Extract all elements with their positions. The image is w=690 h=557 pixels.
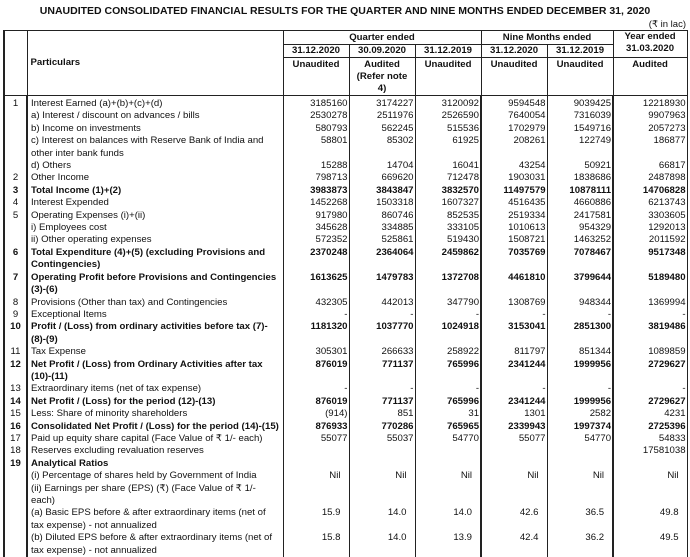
table-row: [4, 135, 687, 160]
row-serial-number: [4, 135, 27, 160]
cell-q1-31-12-2020: [283, 483, 349, 508]
row-serial-number: 1: [4, 96, 27, 111]
cell-q2-30-09-2020: 14704: [349, 160, 415, 172]
cell-nine-months-31-12-2019: Nil: [547, 470, 613, 482]
row-serial-number: [4, 123, 27, 135]
table-row: [4, 247, 687, 272]
row-particulars: (i) Percentage of shares held by Government of India: [27, 470, 283, 482]
cell-nine-months-31-12-2020: [481, 458, 547, 470]
row-serial-number: 12: [4, 359, 27, 384]
cell-q3-31-12-2019: 1024918: [415, 321, 481, 346]
cell-nine-months-31-12-2020: 1010613: [481, 222, 547, 234]
cell-nine-months-31-12-2019: [547, 458, 613, 470]
row-particulars: Paid up equity share capital (Face Value of ₹ 1/- each): [27, 433, 283, 445]
date-header-q2: 30.09.2020: [349, 45, 415, 58]
cell-year-31-03-2020: Nil: [613, 470, 687, 482]
cell-q3-31-12-2019: 258922: [415, 346, 481, 358]
cell-q2-30-09-2020: 85302: [349, 135, 415, 160]
table-row: [4, 532, 687, 557]
cell-nine-months-31-12-2020: 2519334: [481, 210, 547, 222]
table-row: [4, 383, 687, 395]
cell-nine-months-31-12-2019: 36.2: [547, 532, 613, 557]
table-row: [4, 222, 687, 234]
cell-nine-months-31-12-2019: [547, 483, 613, 508]
cell-nine-months-31-12-2020: 811797: [481, 346, 547, 358]
date-header-n2: 31.12.2019: [547, 45, 613, 58]
cell-year-31-03-2020: 9907963: [613, 110, 687, 122]
row-serial-number: 4: [4, 197, 27, 209]
cell-q2-30-09-2020: [349, 458, 415, 470]
table-row: [4, 172, 687, 184]
cell-nine-months-31-12-2019: 2851300: [547, 321, 613, 346]
cell-nine-months-31-12-2020: 208261: [481, 135, 547, 160]
cell-year-31-03-2020: 2057273: [613, 123, 687, 135]
table-row: [4, 507, 687, 532]
cell-q2-30-09-2020: 771137: [349, 396, 415, 408]
cell-q3-31-12-2019: Nil: [415, 470, 481, 482]
cell-q3-31-12-2019: 852535: [415, 210, 481, 222]
cell-nine-months-31-12-2019: 54770: [547, 433, 613, 445]
cell-q2-30-09-2020: 771137: [349, 359, 415, 384]
status-header-q2-label: Audited: [352, 59, 413, 71]
cell-nine-months-31-12-2020: 4516435: [481, 197, 547, 209]
table-row: [4, 272, 687, 297]
year-ended-date: 31.03.2020: [616, 43, 685, 55]
cell-nine-months-31-12-2019: 10878111: [547, 185, 613, 197]
cell-q3-31-12-2019: 14.0: [415, 507, 481, 532]
table-row: [4, 185, 687, 197]
cell-q1-31-12-2020: 2370248: [283, 247, 349, 272]
table-row: [4, 297, 687, 309]
cell-q1-31-12-2020: -: [283, 309, 349, 321]
cell-nine-months-31-12-2020: -: [481, 309, 547, 321]
cell-q3-31-12-2019: 765996: [415, 359, 481, 384]
row-serial-number: 2: [4, 172, 27, 184]
cell-nine-months-31-12-2019: 2582: [547, 408, 613, 420]
cell-nine-months-31-12-2019: 9039425: [547, 96, 613, 111]
row-particulars: Operating Expenses (i)+(ii): [27, 210, 283, 222]
cell-year-31-03-2020: -: [613, 383, 687, 395]
cell-year-31-03-2020: 2011592: [613, 234, 687, 246]
cell-q1-31-12-2020: 580793: [283, 123, 349, 135]
row-particulars: Total Income (1)+(2): [27, 185, 283, 197]
cell-year-31-03-2020: [613, 483, 687, 508]
cell-nine-months-31-12-2019: 1999956: [547, 396, 613, 408]
cell-nine-months-31-12-2019: 948344: [547, 297, 613, 309]
cell-q1-31-12-2020: 1452268: [283, 197, 349, 209]
cell-q1-31-12-2020: 917980: [283, 210, 349, 222]
row-particulars: Provisions (Other than tax) and Contingencies: [27, 297, 283, 309]
cell-q1-31-12-2020: 876933: [283, 421, 349, 433]
cell-nine-months-31-12-2020: 42.4: [481, 532, 547, 557]
table-row: [4, 96, 687, 111]
cell-q2-30-09-2020: Nil: [349, 470, 415, 482]
row-particulars: i) Employees cost: [27, 222, 283, 234]
quarter-ended-group-header: Quarter ended: [283, 31, 481, 45]
table-row: [4, 359, 687, 384]
row-serial-number: [4, 483, 27, 508]
cell-q2-30-09-2020: 266633: [349, 346, 415, 358]
cell-q2-30-09-2020: 1479783: [349, 272, 415, 297]
table-row: [4, 346, 687, 358]
cell-q2-30-09-2020: 3174227: [349, 96, 415, 111]
cell-year-31-03-2020: 2725396: [613, 421, 687, 433]
cell-q2-30-09-2020: 669620: [349, 172, 415, 184]
cell-year-31-03-2020: 49.8: [613, 507, 687, 532]
cell-q1-31-12-2020: -: [283, 383, 349, 395]
date-header-q1: 31.12.2020: [283, 45, 349, 58]
year-ended-group-header: [613, 31, 687, 58]
cell-q1-31-12-2020: 1613625: [283, 272, 349, 297]
cell-q2-30-09-2020: 525861: [349, 234, 415, 246]
row-particulars: Analytical Ratios: [27, 458, 283, 470]
cell-year-31-03-2020: 14706828: [613, 185, 687, 197]
row-particulars: ii) Other operating expenses: [27, 234, 283, 246]
cell-q3-31-12-2019: 16041: [415, 160, 481, 172]
cell-q2-30-09-2020: 55037: [349, 433, 415, 445]
cell-nine-months-31-12-2019: 50921: [547, 160, 613, 172]
row-serial-number: [4, 234, 27, 246]
cell-nine-months-31-12-2020: 3153041: [481, 321, 547, 346]
table-row: [4, 408, 687, 420]
cell-q1-31-12-2020: 15.8: [283, 532, 349, 557]
row-particulars: Total Expenditure (4)+(5) (excluding Provisions and Contingencies): [27, 247, 283, 272]
cell-q2-30-09-2020: [349, 483, 415, 508]
currency-unit-note: (₹ in lac): [649, 19, 686, 30]
cell-nine-months-31-12-2019: 1838686: [547, 172, 613, 184]
row-serial-number: 19: [4, 458, 27, 470]
cell-q2-30-09-2020: 334885: [349, 222, 415, 234]
cell-q2-30-09-2020: 770286: [349, 421, 415, 433]
table-row: [4, 445, 687, 457]
table-row: [4, 309, 687, 321]
cell-nine-months-31-12-2019: 954329: [547, 222, 613, 234]
cell-year-31-03-2020: 49.5: [613, 532, 687, 557]
cell-year-31-03-2020: 12218930: [613, 96, 687, 111]
cell-nine-months-31-12-2019: 2417581: [547, 210, 613, 222]
row-particulars: Net Profit / (Loss) for the period (12)-(13): [27, 396, 283, 408]
report-title: UNAUDITED CONSOLIDATED FINANCIAL RESULTS FOR THE QUARTER AND NINE MONTHS ENDED DECEMBER 31, 2020: [0, 5, 690, 17]
row-particulars: c) Interest on balances with Reserve Bank of India and other inter bank funds: [27, 135, 283, 160]
cell-nine-months-31-12-2020: 7640054: [481, 110, 547, 122]
row-particulars: Net Profit / (Loss) from Ordinary Activities after tax (10)-(11): [27, 359, 283, 384]
cell-nine-months-31-12-2020: 42.6: [481, 507, 547, 532]
row-particulars: Reserves excluding revaluation reserves: [27, 445, 283, 457]
table-row: [4, 421, 687, 433]
cell-year-31-03-2020: 9517348: [613, 247, 687, 272]
cell-nine-months-31-12-2020: 43254: [481, 160, 547, 172]
row-serial-number: [4, 222, 27, 234]
cell-q3-31-12-2019: 765996: [415, 396, 481, 408]
cell-q1-31-12-2020: 876019: [283, 359, 349, 384]
cell-year-31-03-2020: 54833: [613, 433, 687, 445]
table-row: [4, 234, 687, 246]
cell-q2-30-09-2020: 3843847: [349, 185, 415, 197]
row-particulars: Exceptional Items: [27, 309, 283, 321]
status-header-q2-note: (Refer note 4): [352, 71, 413, 95]
cell-q1-31-12-2020: 432305: [283, 297, 349, 309]
row-serial-number: 16: [4, 421, 27, 433]
cell-year-31-03-2020: 2487898: [613, 172, 687, 184]
status-header-q2: [349, 58, 415, 96]
cell-nine-months-31-12-2019: 1549716: [547, 123, 613, 135]
cell-nine-months-31-12-2019: 1997374: [547, 421, 613, 433]
financial-results-table: [3, 30, 688, 557]
row-serial-number: 7: [4, 272, 27, 297]
cell-q2-30-09-2020: 1037770: [349, 321, 415, 346]
cell-q2-30-09-2020: 860746: [349, 210, 415, 222]
row-serial-number: 11: [4, 346, 27, 358]
cell-q1-31-12-2020: 3185160: [283, 96, 349, 111]
cell-year-31-03-2020: 2729627: [613, 359, 687, 384]
row-particulars: Interest Expended: [27, 197, 283, 209]
cell-q2-30-09-2020: 562245: [349, 123, 415, 135]
row-particulars: (b) Diluted EPS before & after extraordinary items (net of tax expense) - not annualized: [27, 532, 283, 557]
cell-nine-months-31-12-2020: 1308769: [481, 297, 547, 309]
row-serial-number: 17: [4, 433, 27, 445]
cell-nine-months-31-12-2020: 1903031: [481, 172, 547, 184]
row-serial-number: [4, 507, 27, 532]
cell-nine-months-31-12-2020: -: [481, 383, 547, 395]
row-serial-number: 3: [4, 185, 27, 197]
row-particulars: d) Others: [27, 160, 283, 172]
cell-year-31-03-2020: 5189480: [613, 272, 687, 297]
cell-q3-31-12-2019: 515536: [415, 123, 481, 135]
cell-year-31-03-2020: -: [613, 309, 687, 321]
cell-year-31-03-2020: 1369994: [613, 297, 687, 309]
row-particulars: Operating Profit before Provisions and Contingencies (3)-(6): [27, 272, 283, 297]
table-row: [4, 197, 687, 209]
row-serial-number: 18: [4, 445, 27, 457]
cell-year-31-03-2020: 2729627: [613, 396, 687, 408]
cell-nine-months-31-12-2020: 1508721: [481, 234, 547, 246]
cell-q3-31-12-2019: 333105: [415, 222, 481, 234]
cell-year-31-03-2020: 1292013: [613, 222, 687, 234]
cell-nine-months-31-12-2020: [481, 445, 547, 457]
cell-q2-30-09-2020: 851: [349, 408, 415, 420]
cell-q1-31-12-2020: 305301: [283, 346, 349, 358]
table-header: [4, 31, 687, 96]
table-row: [4, 321, 687, 346]
cell-q1-31-12-2020: 798713: [283, 172, 349, 184]
cell-nine-months-31-12-2020: [481, 483, 547, 508]
particulars-header: Particulars: [27, 31, 283, 96]
cell-q3-31-12-2019: 3832570: [415, 185, 481, 197]
cell-q2-30-09-2020: -: [349, 309, 415, 321]
status-header-q3: Unaudited: [415, 58, 481, 96]
cell-nine-months-31-12-2019: 36.5: [547, 507, 613, 532]
cell-year-31-03-2020: 4231: [613, 408, 687, 420]
serial-number-header: [4, 31, 27, 96]
cell-nine-months-31-12-2020: 1301: [481, 408, 547, 420]
cell-q1-31-12-2020: 2530278: [283, 110, 349, 122]
cell-q2-30-09-2020: 442013: [349, 297, 415, 309]
status-header-y: Audited: [613, 58, 687, 96]
row-serial-number: 14: [4, 396, 27, 408]
cell-nine-months-31-12-2020: 9594548: [481, 96, 547, 111]
cell-q2-30-09-2020: 14.0: [349, 532, 415, 557]
table-row: [4, 210, 687, 222]
cell-q3-31-12-2019: 61925: [415, 135, 481, 160]
cell-nine-months-31-12-2019: [547, 445, 613, 457]
table-row: [4, 123, 687, 135]
row-serial-number: 5: [4, 210, 27, 222]
year-ended-label: Year ended: [616, 31, 685, 43]
table-row: [4, 470, 687, 482]
row-serial-number: [4, 160, 27, 172]
cell-q3-31-12-2019: [415, 458, 481, 470]
row-particulars: Profit / (Loss) from ordinary activities before tax (7)-(8)-(9): [27, 321, 283, 346]
table-body: [4, 96, 687, 557]
cell-q3-31-12-2019: 31: [415, 408, 481, 420]
cell-nine-months-31-12-2020: 4461810: [481, 272, 547, 297]
cell-q1-31-12-2020: Nil: [283, 470, 349, 482]
row-serial-number: [4, 532, 27, 557]
cell-nine-months-31-12-2020: Nil: [481, 470, 547, 482]
status-header-n2: Unaudited: [547, 58, 613, 96]
cell-nine-months-31-12-2019: 7316039: [547, 110, 613, 122]
cell-q1-31-12-2020: (914): [283, 408, 349, 420]
row-particulars: Other Income: [27, 172, 283, 184]
date-header-n1: 31.12.2020: [481, 45, 547, 58]
row-serial-number: [4, 110, 27, 122]
row-serial-number: 8: [4, 297, 27, 309]
cell-q3-31-12-2019: 13.9: [415, 532, 481, 557]
row-particulars: Interest Earned (a)+(b)+(c)+(d): [27, 96, 283, 111]
row-serial-number: 9: [4, 309, 27, 321]
cell-q2-30-09-2020: 14.0: [349, 507, 415, 532]
cell-q3-31-12-2019: 765965: [415, 421, 481, 433]
cell-q3-31-12-2019: 2459862: [415, 247, 481, 272]
cell-nine-months-31-12-2020: 2341244: [481, 396, 547, 408]
cell-q2-30-09-2020: 2511976: [349, 110, 415, 122]
cell-q3-31-12-2019: [415, 445, 481, 457]
cell-nine-months-31-12-2019: 4660886: [547, 197, 613, 209]
row-particulars: Less: Share of minority shareholders: [27, 408, 283, 420]
row-particulars: Consolidated Net Profit / (Loss) for the period (14)-(15): [27, 421, 283, 433]
cell-nine-months-31-12-2020: 11497579: [481, 185, 547, 197]
cell-q3-31-12-2019: [415, 483, 481, 508]
cell-nine-months-31-12-2019: 3799644: [547, 272, 613, 297]
cell-q1-31-12-2020: 55077: [283, 433, 349, 445]
row-serial-number: [4, 470, 27, 482]
date-header-q3: 31.12.2019: [415, 45, 481, 58]
cell-q3-31-12-2019: 519430: [415, 234, 481, 246]
cell-q1-31-12-2020: 876019: [283, 396, 349, 408]
row-serial-number: 15: [4, 408, 27, 420]
cell-nine-months-31-12-2019: 1999956: [547, 359, 613, 384]
status-header-q1: Unaudited: [283, 58, 349, 96]
cell-year-31-03-2020: 3819486: [613, 321, 687, 346]
table-row: [4, 160, 687, 172]
cell-q3-31-12-2019: 1372708: [415, 272, 481, 297]
cell-q1-31-12-2020: [283, 445, 349, 457]
cell-year-31-03-2020: [613, 458, 687, 470]
row-particulars: b) Income on investments: [27, 123, 283, 135]
cell-year-31-03-2020: 1089859: [613, 346, 687, 358]
cell-q1-31-12-2020: 1181320: [283, 321, 349, 346]
cell-nine-months-31-12-2020: 2339943: [481, 421, 547, 433]
table-row: [4, 110, 687, 122]
cell-q1-31-12-2020: 345628: [283, 222, 349, 234]
cell-nine-months-31-12-2019: 1463252: [547, 234, 613, 246]
cell-year-31-03-2020: 17581038: [613, 445, 687, 457]
cell-q1-31-12-2020: 58801: [283, 135, 349, 160]
cell-nine-months-31-12-2019: 851344: [547, 346, 613, 358]
table-row: [4, 433, 687, 445]
cell-q2-30-09-2020: -: [349, 383, 415, 395]
cell-q1-31-12-2020: [283, 458, 349, 470]
cell-q3-31-12-2019: -: [415, 309, 481, 321]
cell-nine-months-31-12-2019: 122749: [547, 135, 613, 160]
cell-q2-30-09-2020: 1503318: [349, 197, 415, 209]
cell-year-31-03-2020: 66817: [613, 160, 687, 172]
cell-nine-months-31-12-2019: -: [547, 309, 613, 321]
cell-q1-31-12-2020: 3983873: [283, 185, 349, 197]
cell-nine-months-31-12-2020: 7035769: [481, 247, 547, 272]
cell-nine-months-31-12-2019: -: [547, 383, 613, 395]
status-header-n1: Unaudited: [481, 58, 547, 96]
cell-q3-31-12-2019: 1607327: [415, 197, 481, 209]
cell-q1-31-12-2020: 15288: [283, 160, 349, 172]
cell-nine-months-31-12-2019: 7078467: [547, 247, 613, 272]
cell-q3-31-12-2019: 347790: [415, 297, 481, 309]
row-serial-number: 10: [4, 321, 27, 346]
cell-q3-31-12-2019: 54770: [415, 433, 481, 445]
table-row: [4, 458, 687, 470]
row-serial-number: 6: [4, 247, 27, 272]
cell-nine-months-31-12-2020: 55077: [481, 433, 547, 445]
row-particulars: a) Interest / discount on advances / bills: [27, 110, 283, 122]
cell-year-31-03-2020: 186877: [613, 135, 687, 160]
cell-nine-months-31-12-2020: 1702979: [481, 123, 547, 135]
cell-q3-31-12-2019: 712478: [415, 172, 481, 184]
row-particulars: (a) Basic EPS before & after extraordinary items (net of tax expense) - not annualized: [27, 507, 283, 532]
nine-months-ended-group-header: Nine Months ended: [481, 31, 613, 45]
table-row: [4, 483, 687, 508]
cell-q1-31-12-2020: 15.9: [283, 507, 349, 532]
row-particulars: Tax Expense: [27, 346, 283, 358]
row-serial-number: 13: [4, 383, 27, 395]
row-particulars: (ii) Earnings per share (EPS) (₹) (Face Value of ₹ 1/- each): [27, 483, 283, 508]
cell-q1-31-12-2020: 572352: [283, 234, 349, 246]
cell-q3-31-12-2019: 2526590: [415, 110, 481, 122]
cell-q2-30-09-2020: [349, 445, 415, 457]
cell-year-31-03-2020: 3303605: [613, 210, 687, 222]
cell-q3-31-12-2019: 3120092: [415, 96, 481, 111]
cell-q3-31-12-2019: -: [415, 383, 481, 395]
cell-nine-months-31-12-2020: 2341244: [481, 359, 547, 384]
row-particulars: Extraordinary items (net of tax expense): [27, 383, 283, 395]
cell-q2-30-09-2020: 2364064: [349, 247, 415, 272]
table-row: [4, 396, 687, 408]
cell-year-31-03-2020: 6213743: [613, 197, 687, 209]
